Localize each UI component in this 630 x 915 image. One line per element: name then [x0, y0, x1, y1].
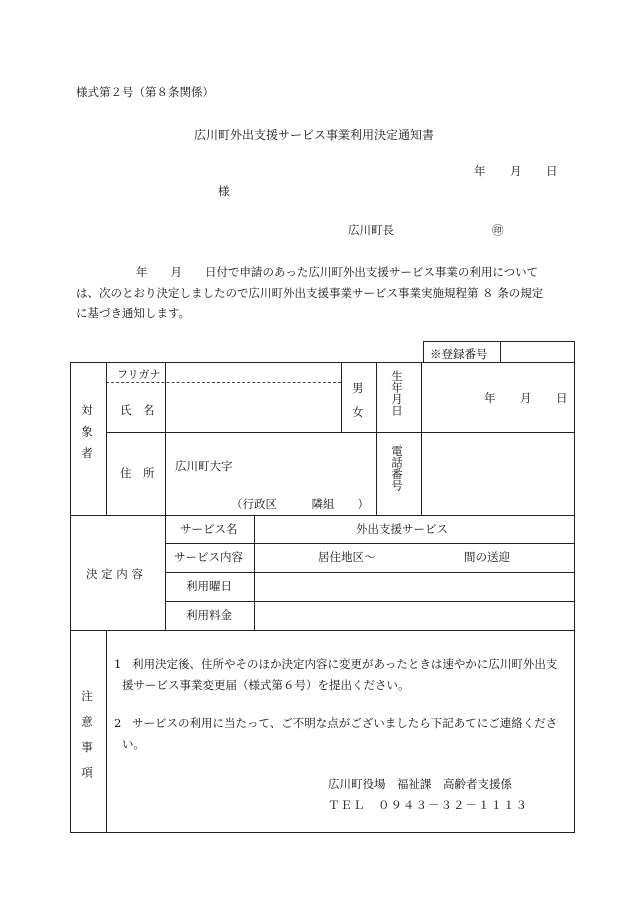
subject-label: 対象者: [80, 404, 94, 469]
service-content-from[interactable]: 居住地区～: [318, 550, 376, 564]
gender-male[interactable]: 男: [352, 381, 364, 395]
birth-year: 年: [484, 391, 496, 405]
notice-paragraph: [76, 262, 576, 324]
registration-number-field[interactable]: [502, 343, 572, 361]
service-content-to: 間の送迎: [464, 550, 510, 564]
phone-label: 電話番号: [390, 445, 404, 491]
usage-fee-field[interactable]: [258, 604, 572, 628]
seal-mark: ㊞: [492, 223, 504, 237]
paragraph-line-1: 年 月 日付で申請のあった広川町外出支援サービス事業の利用について: [136, 265, 539, 279]
note-2-line-2: い。: [122, 737, 145, 751]
date-month: 月: [510, 164, 522, 178]
furigana-label: フリガナ: [117, 368, 161, 381]
contact-office: 広川町役場 福祉課 高齢者支援係: [328, 777, 512, 791]
paragraph-line-3: に基づき通知します。: [76, 306, 191, 320]
furigana-field[interactable]: [168, 364, 340, 381]
contact-phone: ＴＥＬ ０９４３－３２－１１１３: [328, 798, 528, 812]
form-number: 様式第２号（第８条関係）: [76, 85, 214, 99]
paragraph-line-2: は、次のとおり決定しましたので広川町外出支援事業サービス事業実施規程第 ８ 条の規定: [76, 285, 544, 300]
name-label: 氏 名: [120, 403, 155, 417]
note-1-number: 1: [114, 657, 122, 671]
birth-month: 月: [520, 391, 532, 405]
notes-label: 注意事項: [80, 690, 94, 792]
note-2-number: 2: [114, 716, 122, 730]
phone-field[interactable]: [424, 435, 572, 513]
address-label: 住 所: [120, 466, 155, 480]
date-day: 日: [546, 164, 558, 178]
gender-female[interactable]: 女: [352, 405, 364, 419]
address-value[interactable]: 広川町大字: [175, 459, 233, 473]
service-name-value: 外出支援サービス: [356, 522, 448, 536]
address-ward[interactable]: （行政区 隣組 ）: [231, 497, 369, 511]
usage-fee-label: 利用料金: [186, 608, 232, 622]
usage-day-label: 利用曜日: [186, 579, 232, 593]
addressee-suffix: 様: [218, 184, 230, 198]
registration-number-label: ※登録番号: [430, 347, 488, 361]
birthdate-label: 生年月日: [390, 370, 404, 416]
note-1-line-2: 援サービス事業変更届（様式第６号）を提出ください。: [122, 678, 410, 692]
issuer-name: 広川町長: [348, 223, 394, 237]
birth-day: 日: [556, 391, 568, 405]
service-name-label: サービス名: [180, 522, 238, 536]
name-field[interactable]: [168, 385, 340, 430]
note-2-line-1: サービスの利用に当たって、ご不明な点がございましたら下記あてにご連絡くださ: [132, 716, 558, 730]
note-item-2: [114, 713, 574, 755]
decision-label: 決 定 内 容: [86, 567, 143, 581]
date-year: 年: [474, 164, 486, 178]
document-title: 広川町外出支援サービス事業利用決定通知書: [194, 128, 435, 142]
usage-day-field[interactable]: [258, 575, 572, 599]
note-1-line-1: 利用決定後、住所やそのほか決定内容に変更があったときは速やかに広川町外出支: [132, 657, 558, 671]
note-item-1: [114, 654, 574, 696]
service-content-label: サービス内容: [174, 550, 243, 564]
